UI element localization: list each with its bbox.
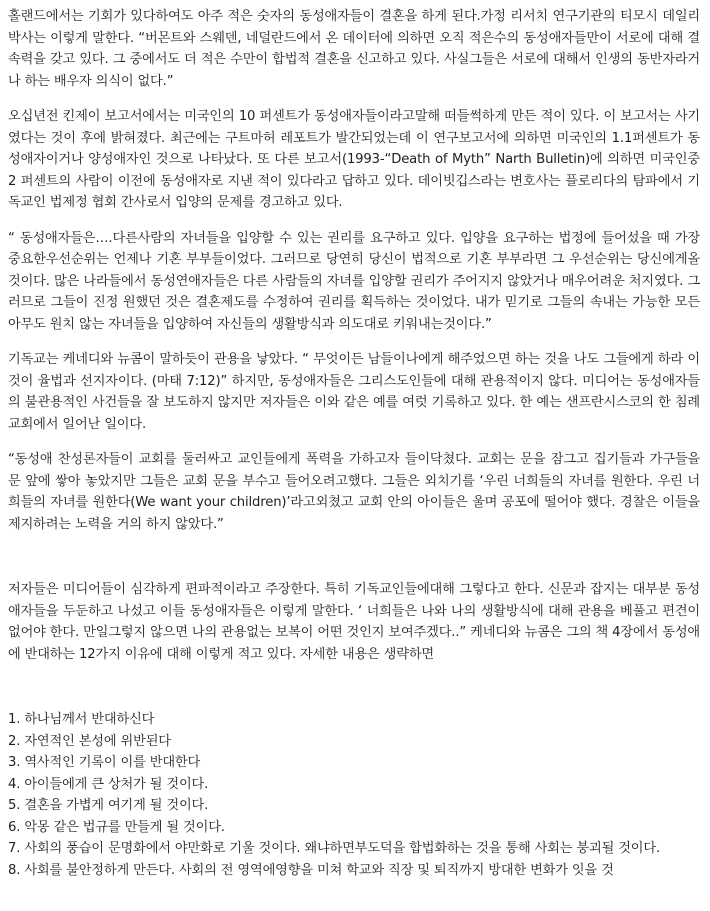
paragraph-media-bias: 저자들은 미디어들이 심각하게 편파적이라고 주장한다. 특히 기독교인들에대해 그렇다고 한다. 신문과 잡지는 대부분 동성애자들을 두둔하고 나섰고 이들 동성애자들은 이렇게 말한다. ‘ 너희들은 나와 나의 생활방식에 대해 관용을 베풀고 편견이 없어야 한다. 만일그렇지 않으면 나의 관용없는 보복이 어떤 것인지 보여주겠다..” 케네디와 뉴콤은 그의 책 4장에서 동성애에 반대하는 12가지 이유에 대해 이렇게 적고 있다. 자세한 내용은 생략하면 [8,582,700,662]
list-item: 2. 자연적인 본성에 위반된다 [8,733,171,749]
list-item: 3. 역사적인 기록이 이를 반대한다 [8,755,201,770]
list-item: 5. 결혼을 가볍게 여기게 될 것이다. [8,798,209,813]
list-item: 7. 사회의 풍습이 문명화에서 야만화로 기울 것이다. 왜냐하면부도덕을 합법화하는 것을 통해 사회는 붕괴될 것이다. [8,841,661,856]
list-item: 1. 하나님께서 반대하신다 [8,712,155,727]
paragraph-church-incident: “동성애 찬성론자들이 교회를 둘러싸고 교인들에게 폭력을 가하고자 들이닥쳤다. 교회는 문을 잠그고 집기들과 가구들을 문 앞에 쌓아 놓았지만 그들은 교회 문을 부수고 들어오려고했다. 그들은 외치기를 ‘우린 너희들의 자녀를 원한다. 우린 너희들의 자녀를 원한다(We want your children)’라고외쳤고 교회 안의 아이들은 울며 공포에 떨어야 했다. 경찰은 이들을 제지하려는 노력을 거의 하지 않았다.” [8,452,700,532]
paragraph-adoption-quote: “ 동성애자들은….다른사람의 자녀들을 입양할 수 있는 권리를 요구하고 있다. 입양을 요구하는 법정에 들어섰을 때 가장 중요한우선순위는 언제나 기혼 부부들이었다. 그러므로 당연히 당신이 법적으로 기혼 부부라면 그 우선순위는 당신에게올 것이다. 많은 나라들에서 동성연애자들은 다른 사람들의 자녀를 입양할 권리가 주어지지 않았거나 매우어려운 처지였다. 그러므로 그들이 진정 원했던 것은 결혼제도를 수정하여 권리를 획득하는 것이었다. 내가 믿기로 그들의 속내는 가능한 모든 아무도 원치 않는 자녀들을 입양하여 자신들의 생활방식과 의도대로 키워내는것이다.” [8,230,700,332]
list-item: 8. 사회를 불안정하게 만든다. 사회의 전 영역에영향을 미쳐 학교와 직장 및 퇴직까지 방대한 변화가 잇을 것 [8,862,614,878]
list-item: 6. 악몽 같은 법규를 만들게 될 것이다. [8,819,225,835]
list-item: 4. 아이들에게 큰 상처가 될 것이다. [8,776,209,792]
document-body [8,6,700,881]
paragraph-holland-marriage: 홀랜드에서는 기회가 있다하여도 아주 적은 숫자의 동성애자들이 결혼을 하게 된다.가정 리서치 연구기관의 티모시 데일리 박사는 이렇게 말한다. “버몬트와 스웨덴, 네덜란드에서 온 데이터에 의하면 오직 적은수의 동성애자들만이 서로에 대해 결속력을 갖고 있다. 그 중에서도 더 적은 수만이 합법적 결혼을 신고하고 있다. 사실그들은 서로에 대해서 인생의 동반자라거나 하는 배우자 의식이 없다.” [8,9,700,89]
reasons-list [8,709,700,881]
paragraph-christian-tolerance: 기독교는 케네디와 뉴콤이 말하듯이 관용을 낳았다. “ 무엇이든 남들이나에게 해주었으면 하는 것을 나도 그들에게 하라 이것이 율법과 선지자이다. (마태 7:12)” 하지만, 동성애자들은 그리스도인들에 대해 관용적이지 않다. 미디어는 동성애자들의 불관용적인 사건들을 잘 보도하지 않지만 저자들은 이와 같은 예를 여럿 기록하고 있다. 한 예는 샌프란시스코의 한 침례교회에서 일어난 일이다. [8,352,700,432]
paragraph-kinsey-report: 오십년전 킨제이 보고서에서는 미국인의 10 퍼센트가 동성애자들이라고말해 떠들썩하게 만든 적이 있다. 이 보고서는 사기였다는 것이 후에 밝혀졌다. 최근에는 구트마허 레포트가 발간되었는데 이 연구보고서에 의하면 미국인의 1.1퍼센트가 동성애자이거나 양성애자인 것으로 나타났다. 또 다른 보고서(1993-“Death of Myth” Narth Bulletin)에 의하면 미국인중 2 퍼센트의 사람이 이전에 동성애자로 지낸 적이 있다라고 답하고 있다. 데이빗깁스라는 변호사는 플로리다의 탐파에서 기독교인 법제정 협회 간사로서 입양의 문제를 경고하고 있다. [8,109,700,210]
